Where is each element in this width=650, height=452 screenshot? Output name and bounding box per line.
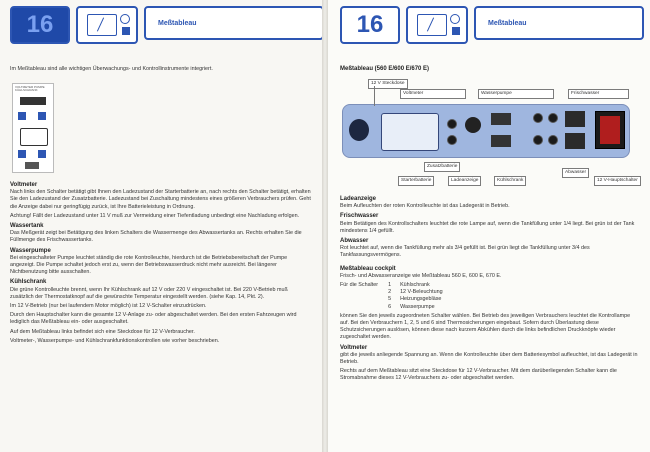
section-heading: Voltmeter <box>340 344 368 351</box>
intro-text: Im Meßtableau sind alle wichtigen Überwachungs- und Kontrollinstrumente integriert. <box>10 66 213 72</box>
callout-wasserpumpe: Wasserpumpe <box>478 89 554 99</box>
section-body: Im 12 V-Betrieb (nur bei laufendem Motor möglich) ist 12 V-Schalter einzudrücken. <box>10 303 207 310</box>
callout-frischwasser: Frischwasser <box>568 89 629 99</box>
chapter-title: Meßtableau <box>144 6 322 40</box>
lamp-icon <box>447 119 457 129</box>
section-body: Nach links den Schalter betätigt gibt Ihnen den Ladezustand der Starterbatterie an, nach rechts den Schalter betätigt, erhalten Sie den Ladezustand der Zusatzbatterie. Ladezustand bei Zuschaltung mindestens eines größeren Verbrauchers prüfen. Geht die Anzeige dabei nur geringfügig zurück, ist Ihre Batterieleistung in Ordnung. <box>10 189 311 210</box>
section-heading: Ladeanzeige <box>340 196 377 202</box>
switch-list-items <box>388 282 443 311</box>
callout-kuehlschrank: Kühlschrank <box>494 176 526 186</box>
voltmeter-icon <box>381 113 439 151</box>
section-heading: Meßtableau cockpit <box>340 265 396 272</box>
section-heading: Abwasser <box>340 238 369 245</box>
section-body: Auf dem Meßtableau links befindet sich eine Steckdose für 12 V-Verbraucher. <box>10 328 195 335</box>
switch-item: 2 12 V-Beleuchtung <box>388 289 443 296</box>
section-body: Voltmeter-, Wasserpumpe- und Kühlschrankfunktionskontrollen wie vorher beschrieben. <box>10 337 220 344</box>
switch-list <box>340 282 640 311</box>
section-heading: Wasserpumpe <box>10 247 51 254</box>
section-body: Das Meßgerät zeigt bei Betätigung des linken Schalters die Wassermenge des Abwassertanks an. Rechts erhalten Sie die Füllmenge des Frischwassertanks. <box>10 230 302 244</box>
section-body: Durch den Hauptschalter kann die gesamte 12 V-Anlage zu- oder abgeschaltet werden. Bei den ersten Fahrzeugen wird lediglich das Meßtableau ein- oder ausgeschaltet. <box>10 312 297 326</box>
socket-icon <box>349 119 369 141</box>
section-heading: Frischwasser <box>340 213 379 220</box>
chapter-title: Meßtableau <box>474 6 644 40</box>
meter-icon <box>76 6 138 44</box>
left-page <box>0 0 322 452</box>
model-title: Meßtableau (560 E/600 E/670 E) <box>340 66 430 72</box>
section-heading: Wassertank <box>10 223 44 230</box>
section-body: Frisch- und Abwasseranzeige wie Meßtableau 560 E, 600 E, 670 E. <box>340 272 502 279</box>
switch-item: 1 Kühlschrank <box>388 282 430 289</box>
lamp-icon <box>533 113 543 123</box>
lamp-icon <box>548 113 558 123</box>
section-heading: Voltmeter <box>10 182 38 188</box>
callout-abwasser: Abwasser <box>562 168 589 178</box>
chapter-number: 16 <box>340 6 400 44</box>
section-body: Die grüne Kontrolleuchte brennt, wenn Ihr Kühlschrank auf 12 V oder 220 V eingeschaltet ist. Bei 220 V-Betrieb muß zusätzlich der Thermostatknopf auf die gewünschte Temperatur eingestellt werden. (siehe Kap. 14, Pkt. 2). <box>10 286 288 300</box>
section-body: können Sie den jeweils zugeordneten Schalter wählen. Bei Betrieb des jeweiligen Verbrauchers leuchtet die Kontrollampe auf. Bei den Verbrauchern 1, 2, 5 und 6 sind Thermosicherungen eingebaut. Sofern durch Überlastung diese Schutzsicherungen auslösen, können diese nach kurzem Abkühlen durch die links befindlichen Druckknöpfe wieder zugeschaltet werden. <box>340 312 631 341</box>
switch-item: 5 Heizungsgebläse <box>388 296 442 303</box>
switch-list-intro: Für die Schalter <box>340 282 379 289</box>
switch-icon <box>565 111 585 127</box>
switch-icon <box>491 113 511 125</box>
control-panel-diagram <box>342 104 630 158</box>
section-body: Beim Aufleuchten der roten Kontrolleuchte ist das Ladegerät in Betrieb. <box>340 203 510 210</box>
left-text-column <box>10 182 312 345</box>
right-page <box>328 0 650 452</box>
section-body: Beim Betätigen des Kontrollschalters leuchtet die rote Lampe auf, wenn die Tankfüllung unter 1/4 liegt. Bei grün ist der Tank mindestens 1/4 gefüllt. <box>340 220 635 234</box>
lamp-icon <box>548 135 558 145</box>
main-switch-icon <box>595 111 625 149</box>
callout-zusatzbatterie: Zusatzbatterie <box>424 162 460 172</box>
meter-icon <box>406 6 468 44</box>
chapter-number: 16 <box>10 6 70 44</box>
lamp-icon <box>533 135 543 145</box>
section-body: Rot leuchtet auf, wenn die Tankfüllung mehr als 3/4 gefüllt ist. Bei grün liegt die Tankfüllung unter 3/4 des Tankfassungsvermögens. <box>340 245 590 259</box>
callout-hauptschalter: 12 V-Hauptschalter <box>594 176 641 186</box>
panel-photo: VOLTMETER PUMPE KÜHLSCHRANK <box>12 83 54 173</box>
left-header <box>10 6 322 44</box>
section-body: Bei eingeschalteter Pumpe leuchtet ständig die rote Kontrolleuchte, hierdurch ist die Betriebsbereitschaft der Pumpe angezeigt. Die Pumpe schaltet jedoch erst zu, wenn der Betriebswasserdruck nicht mehr ausreicht. Bei längerer Nichtbenutzung bitte ausschalten. <box>10 254 288 276</box>
knob-icon <box>465 117 481 133</box>
callout-starterbatterie: Starterbatterie <box>398 176 434 186</box>
section-body: Achtung! Fällt der Ladezustand unter 11 V muß zur Vermeidung einer Tiefentladung unbedingt eine Nachladung erfolgen. <box>10 212 300 219</box>
right-text-column <box>340 196 640 383</box>
callout-ladeanzeige: Ladeanzeige <box>448 176 481 186</box>
section-body: gibt die jeweils anliegende Spannung an. Wenn die Kontrolleuchte über dem Batteriesymbol aufleuchtet, ist das Ladegerät in Betrieb. <box>340 351 638 366</box>
section-body: Rechts auf dem Meßtableau sitzt eine Steckdose für 12 V-Verbraucher. Mit dem darüberliegenden Schalter kann die Stromabnahme dieses 12 V-Verbrauchers zu- oder abgeschaltet werden. <box>340 368 617 382</box>
callout-line <box>374 86 375 106</box>
switch-icon <box>491 135 511 147</box>
callout-voltmeter: Voltmeter <box>400 89 466 99</box>
right-header <box>340 6 644 44</box>
callout-steckdose: 12 V Steckdose <box>368 79 408 89</box>
lamp-icon <box>447 135 457 145</box>
switch-icon <box>565 133 585 149</box>
switch-item: 6 Wasserpumpe <box>388 303 435 310</box>
section-heading: Kühlschrank <box>10 279 47 286</box>
